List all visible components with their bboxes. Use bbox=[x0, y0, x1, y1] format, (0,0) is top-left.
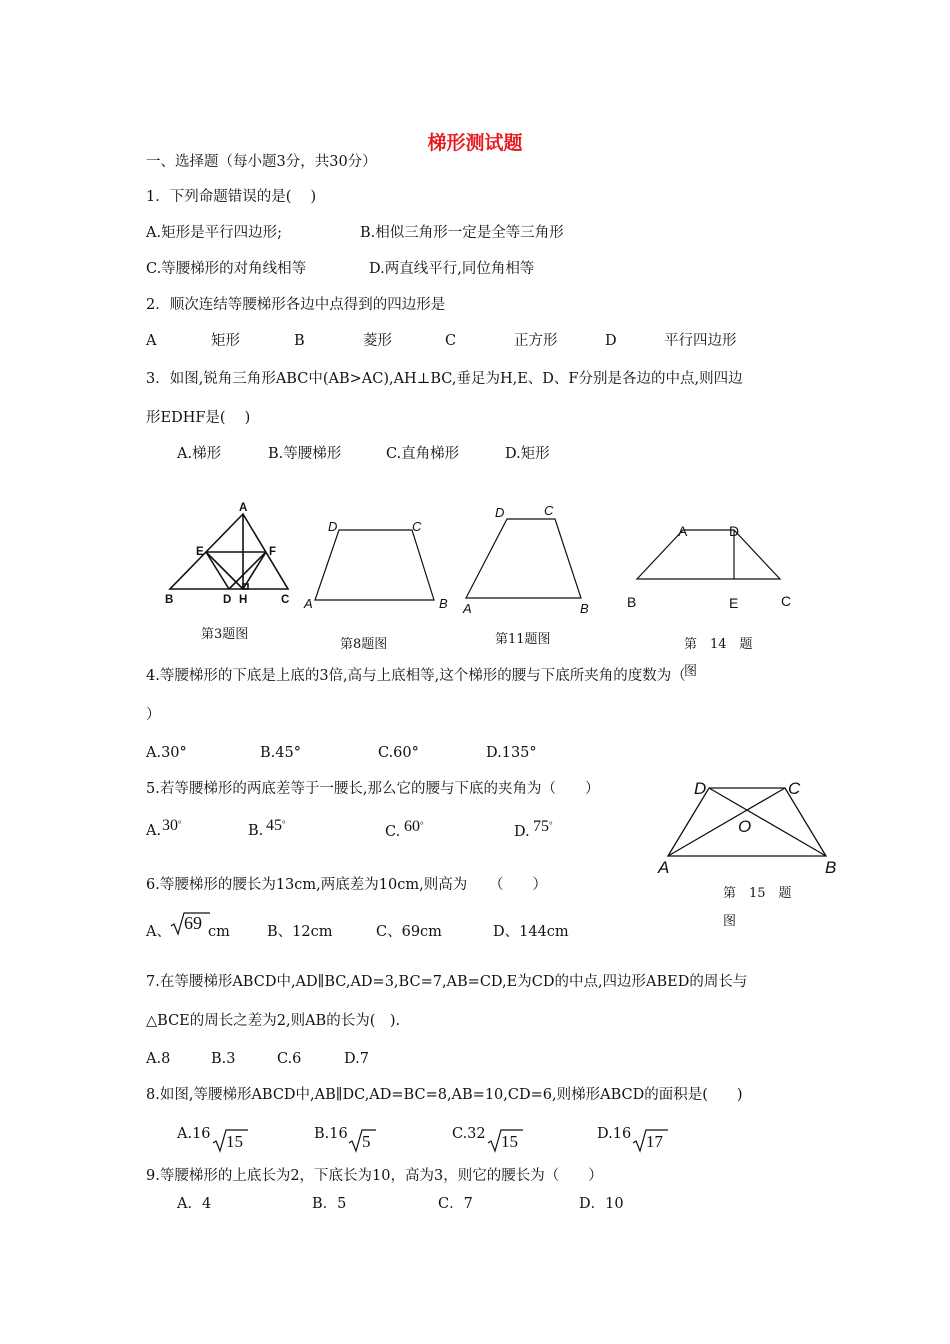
fig14-label-c: C bbox=[781, 593, 792, 609]
q9-option-d: D．10 bbox=[579, 1196, 624, 1212]
q3-stem-line2: 形EDHF是( ) bbox=[146, 410, 251, 426]
fig3-label-f: F bbox=[269, 546, 277, 558]
figure-15-caption-line2: 图 bbox=[723, 914, 737, 929]
fig14-label-e: E bbox=[729, 595, 739, 611]
fig14-label-a: A bbox=[678, 523, 688, 539]
q8-option-a-coef: A.16 bbox=[177, 1126, 211, 1142]
figure-14-caption: 第 14 题 bbox=[684, 637, 753, 652]
fig11-label-c: C bbox=[544, 503, 554, 518]
fig3-label-c: C bbox=[281, 594, 290, 606]
q2-option-a: 矩形 bbox=[211, 333, 240, 349]
fig8-label-c: C bbox=[412, 519, 422, 534]
q2-letter-a: A bbox=[146, 333, 157, 349]
q2-letter-c: C bbox=[445, 333, 457, 349]
q5-option-b-value: 45 bbox=[266, 817, 282, 834]
q9-stem: 9.等腰梯形的上底长为2，下底长为10，高为3，则它的腰长为（ ） bbox=[146, 1168, 603, 1184]
q4-stem-line1: 4.等腰梯形的下底是上底的3倍,高与上底相等,这个梯形的腰与下底所夹角的度数为（ bbox=[146, 668, 686, 684]
q6-option-a-unit: cm bbox=[208, 924, 230, 940]
q8-option-d-radicand: 17 bbox=[646, 1132, 663, 1151]
q2-stem: 2．顺次连结等腰梯形各边中点得到的四边形是 bbox=[146, 297, 446, 313]
q3-option-c: C.直角梯形 bbox=[386, 446, 460, 462]
q5-letter-c: C. bbox=[385, 824, 401, 840]
q8-option-b-coef: B.16 bbox=[314, 1126, 348, 1142]
q3-option-b: B.等腰梯形 bbox=[268, 446, 342, 462]
fig8-label-d: D bbox=[328, 519, 338, 534]
q5-option-d-value: 75 bbox=[533, 818, 549, 835]
q5-letter-d: D. bbox=[514, 824, 530, 840]
fig14-label-d: D bbox=[729, 523, 740, 539]
q1-option-a: A.矩形是平行四边形; bbox=[146, 225, 282, 241]
fig11-label-b: B bbox=[580, 601, 589, 616]
q1-option-d: D.两直线平行,同位角相等 bbox=[369, 261, 535, 277]
q6-option-a-radicand: 69 bbox=[184, 913, 202, 933]
q3-stem-line1: 3．如图,锐角三角形ABC中(AB>AC),AH⊥BC,垂足为H,E、D、F分别是各边的中点,则四边 bbox=[146, 371, 743, 387]
q5-option-b-degree: ° bbox=[282, 819, 286, 829]
fig15-label-o: O bbox=[738, 817, 752, 836]
fig3-label-e: E bbox=[196, 546, 204, 558]
q5-option-d bbox=[533, 818, 553, 836]
q4-option-d: D.135° bbox=[486, 745, 537, 761]
figure-15-trapezoid-diagonals-diagram bbox=[650, 775, 850, 880]
figure-11-trapezoid-diagram bbox=[455, 497, 605, 622]
q6-option-a-prefix: A、 bbox=[146, 924, 171, 940]
q2-option-c: 正方形 bbox=[514, 333, 558, 349]
figure-3-triangle-diagram bbox=[160, 500, 300, 610]
figure-15-caption: 第 15 题 bbox=[723, 886, 792, 901]
q9-option-c: C．7 bbox=[438, 1196, 473, 1212]
fig3-label-b: B bbox=[165, 594, 174, 606]
q7-option-c: C.6 bbox=[277, 1051, 302, 1067]
q5-option-d-degree: ° bbox=[549, 820, 553, 830]
q8-option-c-coef: C.32 bbox=[452, 1126, 486, 1142]
fig11-label-a: A bbox=[463, 601, 472, 616]
fig15-label-b: B bbox=[825, 858, 837, 877]
q1-option-c: C.等腰梯形的对角线相等 bbox=[146, 261, 307, 277]
q6-option-b: B、12cm bbox=[267, 924, 333, 940]
figure-8-caption: 第8题图 bbox=[340, 637, 388, 652]
q5-stem: 5.若等腰梯形的两底差等于一腰长,那么它的腰与下底的夹角为（ ） bbox=[146, 781, 600, 797]
fig14-label-b: B bbox=[627, 594, 637, 610]
q7-option-b: B.3 bbox=[211, 1051, 236, 1067]
figure-11-caption: 第11题图 bbox=[495, 632, 551, 647]
q9-option-b: B．5 bbox=[312, 1196, 347, 1212]
q3-option-a: A.梯形 bbox=[177, 446, 222, 462]
q4-option-b: B.45° bbox=[260, 745, 301, 761]
q7-stem-line2: △BCE的周长之差为2,则AB的长为( ). bbox=[146, 1013, 401, 1029]
q6-option-d: D、144cm bbox=[493, 924, 569, 940]
q8-option-d-coef: D.16 bbox=[597, 1126, 632, 1142]
fig3-label-a: A bbox=[239, 502, 248, 514]
page-title: 梯形测试题 bbox=[427, 132, 523, 154]
q2-option-d: 平行四边形 bbox=[664, 333, 737, 349]
q5-option-c-degree: ° bbox=[420, 820, 424, 830]
fig15-label-a: A bbox=[658, 858, 670, 877]
fig15-label-d: D bbox=[694, 779, 707, 798]
q5-option-a-value: 30 bbox=[162, 817, 178, 834]
section-heading: 一、选择题（每小题3分，共30分） bbox=[146, 154, 377, 170]
q4-option-a: A.30° bbox=[146, 745, 187, 761]
figure-8-trapezoid-diagram bbox=[300, 512, 460, 617]
fig3-label-d: D bbox=[223, 594, 232, 606]
q8-option-c-radicand: 15 bbox=[501, 1132, 518, 1151]
q2-letter-d: D bbox=[605, 333, 617, 349]
fig15-label-c: C bbox=[788, 779, 801, 798]
fig11-label-d: D bbox=[495, 505, 505, 520]
q7-option-d: D.7 bbox=[344, 1051, 369, 1067]
fig8-label-b: B bbox=[439, 596, 448, 611]
q1-option-b: B.相似三角形一定是全等三角形 bbox=[360, 225, 564, 241]
q6-option-c: C、69cm bbox=[376, 924, 442, 940]
q3-option-d: D.矩形 bbox=[505, 446, 550, 462]
q9-option-a: A．4 bbox=[177, 1196, 212, 1212]
q6-stem: 6.等腰梯形的腰长为13cm,两底差为10cm,则高为 （ ） bbox=[146, 877, 547, 893]
q8-option-b-radicand: 5 bbox=[362, 1132, 371, 1151]
q5-letter-a: A. bbox=[146, 823, 162, 839]
figure-14-trapezoid-diagram bbox=[620, 518, 800, 618]
figure-3-caption: 第3题图 bbox=[201, 627, 249, 642]
q8-stem: 8.如图,等腰梯形ABCD中,AB∥DC,AD=BC=8,AB=10,CD=6,则梯形ABCD的面积是( ) bbox=[146, 1087, 743, 1103]
q5-option-b bbox=[266, 817, 286, 835]
q5-option-a-degree: ° bbox=[178, 819, 182, 829]
q5-option-c-value: 60 bbox=[404, 818, 420, 835]
q2-option-b: 菱形 bbox=[363, 333, 392, 349]
q7-stem-line1: 7.在等腰梯形ABCD中,AD∥BC,AD=3,BC=7,AB=CD,E为CD的中点,四边形ABED的周长与 bbox=[146, 974, 748, 990]
q5-option-a bbox=[162, 817, 182, 835]
figure-14-caption-line2: 图 bbox=[684, 664, 698, 679]
q5-letter-b: B. bbox=[248, 823, 264, 839]
q2-letter-b: B bbox=[294, 333, 305, 349]
q5-option-c bbox=[404, 818, 424, 836]
fig3-label-h: H bbox=[239, 594, 248, 606]
fig8-label-a: A bbox=[304, 596, 313, 611]
q1-stem: 1．下列命题错误的是( ) bbox=[146, 189, 317, 205]
q4-option-c: C.60° bbox=[378, 745, 419, 761]
q4-stem-line2: ） bbox=[146, 707, 161, 723]
q8-option-a-radicand: 15 bbox=[226, 1132, 243, 1151]
q7-option-a: A.8 bbox=[146, 1051, 171, 1067]
